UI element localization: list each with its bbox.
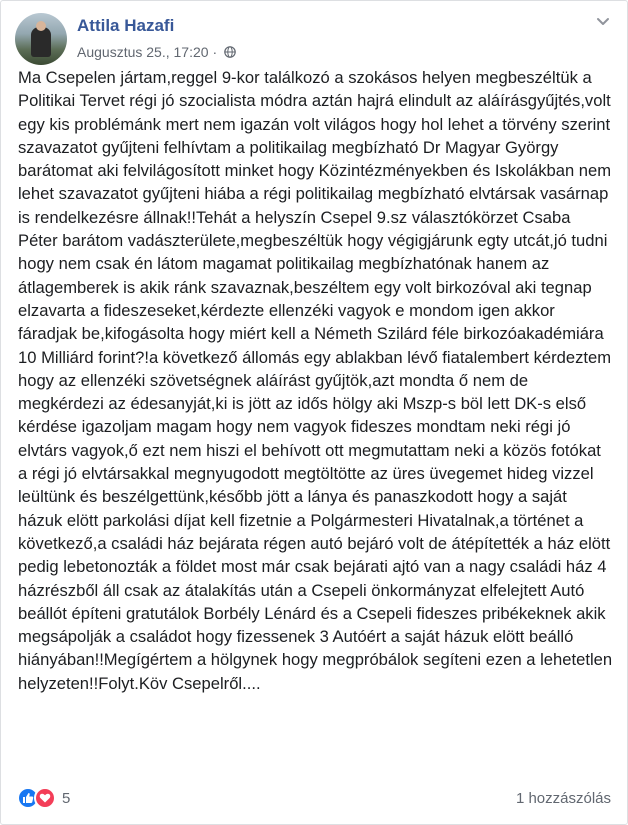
reactions-summary[interactable] [17,787,70,809]
post-meta [77,44,236,60]
avatar[interactable] [15,13,67,65]
reaction-count: 5 [62,789,71,807]
comments-count-link[interactable]: 1 hozzászólás [515,790,611,807]
separator: · [212,44,218,60]
post-text: Ma Csepelen jártam,reggel 9-kor találkozó a szokásos helyen megbeszéltük a Politikai Tervet régi jó szocialista módra aztán hajrá elindult az aláírásgyűjtés,volt egy kis problémánk mert nem igazán volt világos hogy hol lehet a törvény szerint szavazatot gyűjteni felhívtam a politikailag megbízható Dr Magyar György barátomat aki felvilágosított minket hogy Közintézményekben és Iskolákban nem lehet szavazatot gyűjteni hiába a régi politikailag megbízható elvtársak vasárnap is rendelkezésre állnak!!Tehát a helyszín Csepel 9.sz választókörzet Csaba Péter barátom vadászterülete,megbeszéltük hogy végigjárunk egty utcát,jó tudni hogy nem csak én látom magamat politikailag megbízhatónak hanem az átlagemberek is akik ránk szavaznak,beszéltem egy volt birkozóval aki tegnap elzavarta a fideszeseket,kérdezte ellenzéki vagyok e mondom igen akkor fáradjak be,kifogásolta hogy miért kell a Németh Szilárd féle birkozóakadémiára 10 Milliárd forint?!a következő állomás egy ablakban lévő fiatalembert kérdeztem hogy az ellenzéki szövetségnek aláírást gyűjtök,azt mondta ő nem de megkérdezi az édesanyját,ki is jött az idős hölgy aki Mszp-s böl lett DK-s első kérdése igazoljam magam hogy nem vagyok fideszes mondtam neki régi jó elvtárs vagyok,ő ezt nem hiszi el behívott ott megmutattam neki a közös fotókat a régi jó elvtársakkal megnyugodott megtöltötte az üres üvegemet hideg vizzel leültünk és beszélgettünk,később jött a lánya és panaszkodott hogy a saját házuk elött parkolási díjat kell fizetnie a Polgármesteri Hivatalnak,a történet a következő,a családi ház bejárata régen autó bejáró volt de átépítették a ház elött pedig lebetonozták a földet most már csak bejárati ajtó van a nagy családi ház 4 házrészből áll csak az átalakítás után a Csepeli önkormányzat elfelejtett Autó beállót építeni gratutálok Borbély Lénárd és a Csepeli fideszes pribékeknek akik megsápolják a családot hogy fizessenek 3 Autóért a saját házuk elött beálló hiányában!!Megígértem a hölgynek hogy megpróbálok segíteni ezen a lehetetlen helyzeten!!Folyt.Köv Csepelről.... [18,68,613,693]
post-footer [1,781,627,815]
avatar-figure [31,27,51,57]
author-name[interactable]: Attila Hazafi [77,16,175,35]
chevron-down-icon[interactable] [595,13,611,29]
globe-icon[interactable] [224,46,236,58]
post-timestamp[interactable]: Augusztus 25., 17:20 [77,44,209,60]
avatar-head [36,21,46,31]
love-icon [34,787,56,809]
